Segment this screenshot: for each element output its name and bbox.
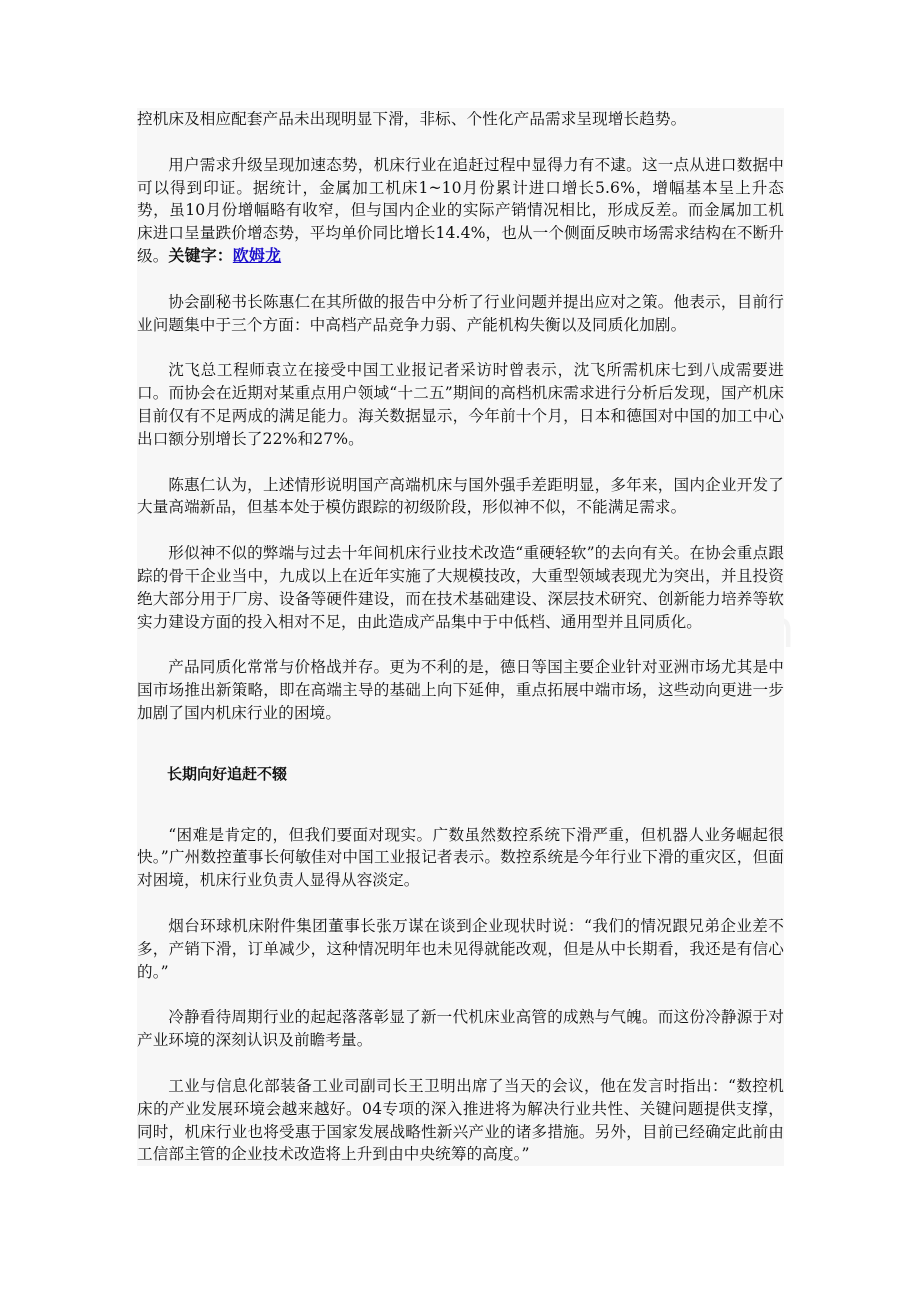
spacer: [137, 519, 784, 542]
paragraph-3: 沈飞总工程师袁立在接受中国工业报记者采访时曾表示，沈飞所需机床七到八成需要进口。而协会在近期对某重点用户领域“十二五”期间的高档机床需求进行分析后发现，国产机床目前仅有不足两成的满足能力。海关数据显示，今年前十个月，日本和德国对中国的加工中心出口额分别增长了22%和27%。: [137, 361, 784, 448]
spacer: [137, 801, 784, 824]
paragraph-1: [137, 154, 784, 268]
spacer: [137, 451, 784, 474]
paragraph-6: 产品同质化常常与价格战并存。更为不利的是，德日等国主要企业针对亚洲市场尤其是中国市场推出新策略，即在高端主导的基础上向下延伸，重点拓展中端市场，这些动向更进一步加剧了国内机床行业的困境。: [137, 658, 784, 722]
paragraph-0: 控机床及相应配套产品未出现明显下滑，非标、个性化产品需求呈现增长趋势。: [137, 110, 687, 128]
spacer: [137, 268, 784, 291]
paragraph-8: “困难是肯定的，但我们要面对现实。广数虽然数控系统下滑严重，但机器人业务崛起很快。”广州数控董事长何敏佳对中国工业报记者表示。数控系统是今年行业下滑的重灾区，但面对困境，机床行业负责人显得从容淡定。: [137, 825, 784, 890]
spacer: [137, 633, 784, 656]
paragraph-9: 烟台环球机床附件集团董事长张万谋在谈到企业现状时说：“我们的情况跟兄弟企业差不多，产销下滑，订单减少，这种情况明年也未见得就能改观，但是从中长期看，我还是有信心的。”: [137, 916, 784, 981]
paragraph-4: 陈惠仁认为，上述情形说明国产高端机床与国外强手差距明显，多年来，国内企业开发了大量高端新品，但基本处于模仿跟踪的初级阶段，形似神不似，不能满足需求。: [137, 475, 784, 517]
spacer: [137, 892, 784, 915]
paragraph-10: 冷静看待周期行业的起起落落彰显了新一代机床业高管的成熟与气魄。而这份冷静源于对产业环境的深刻认识及前瞻考量。: [137, 1008, 784, 1050]
spacer: [137, 983, 784, 1006]
paragraph-2: 协会副秘书长陈惠仁在其所做的报告中分析了行业问题并提出应对之策。他表示，目前行业问题集中于三个方面：中高档产品竞争力弱、产能机构失衡以及同质化加剧。: [137, 292, 784, 334]
paragraph-11: 工业与信息化部装备工业司副司长王卫明出席了当天的会议，他在发言时指出：“数控机床的产业发展环境会越来越好。04专项的深入推进将为解决行业共性、关键问题提供支撑，同时，机床行业也将受惠于国家发展战略性新兴产业的诸多措施。另外，目前已经确定此前由工信部主管的企业技术改造将上升到由中央统筹的高度。”: [137, 1076, 784, 1164]
spacer: [137, 131, 784, 154]
spacer: [137, 336, 784, 359]
paragraph-1-text: 用户需求升级呈现加速态势，机床行业在追赶过程中显得力有不逮。这一点从进口数据中可以得到印证。据统计，金属加工机床1~10月份累计进口增长5.6%，增幅基本呈上升态势，虽10月份增幅略有收窄，但与国内企业的实际产销情况相比，形成反差。而金属加工机床进口呈量跌价增态势，平均单价同比增长14.4%，也从一个侧面反映市场需求结构在不断升级。: [137, 155, 784, 265]
spacer: [137, 725, 784, 748]
spacer: [137, 1052, 784, 1075]
keyword-link[interactable]: 欧姆龙: [232, 245, 282, 265]
document-body: [137, 108, 784, 1166]
keyword-label: 关键字：: [168, 245, 233, 265]
section-heading: 长期向好追赶不辍: [167, 764, 288, 783]
paragraph-5: 形似神不似的弊端与过去十年间机床行业技术改造“重硬轻软”的去向有关。在协会重点跟踪的骨干企业当中，九成以上在近年实施了大规模技改，大重型领域表现尤为突出，并且投资绝大部分用于厂房、设备等硬件建设，而在技术基础建设、深层技术研究、创新能力培养等软实力建设方面的投入相对不足，由此造成产品集中于中低档、通用型并且同质化。: [137, 544, 784, 631]
